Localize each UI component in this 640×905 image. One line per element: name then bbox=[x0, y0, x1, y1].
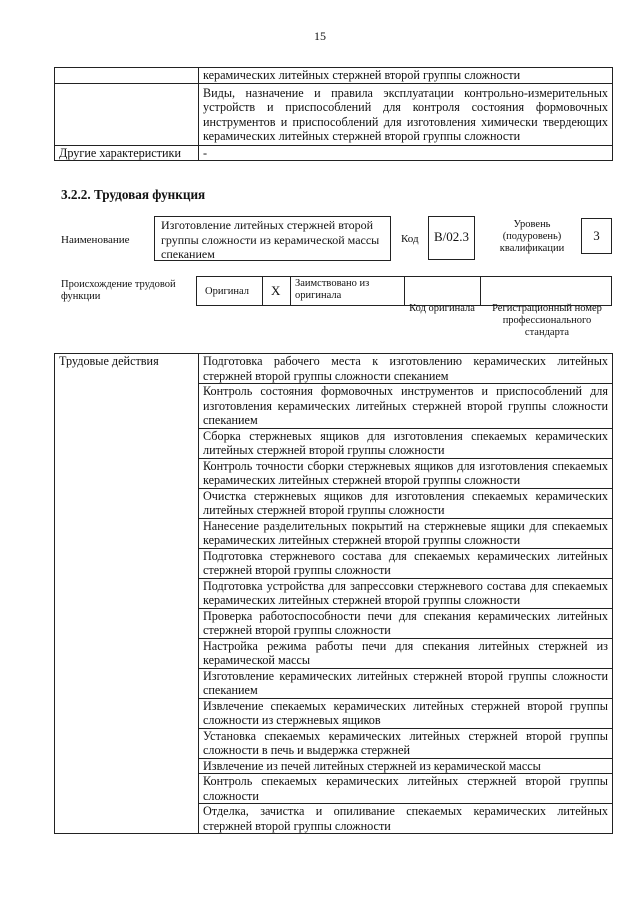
row-text: керамических литейных стержней второй группы сложности bbox=[199, 68, 613, 84]
labor-actions-table bbox=[54, 353, 613, 834]
action-item: Очистка стержневых ящиков для изготовления спекаемых керамических литейных стержней второй группы сложности bbox=[199, 488, 613, 518]
action-item: Извлечение спекаемых керамических литейных стержней второй группы сложности из стержневых ящиков bbox=[199, 698, 613, 728]
name-label: Наименование bbox=[61, 234, 130, 246]
original-cell bbox=[196, 276, 262, 306]
action-item: Нанесение разделительных покрытий на стержневые ящики для спекаемых керамических литейных стержней второй группы сложности bbox=[199, 518, 613, 548]
action-item: Установка спекаемых керамических литейных стержней второй группы сложности в печь и выдержка стержней bbox=[199, 728, 613, 758]
reg-number-cell bbox=[480, 276, 612, 306]
action-item: Подготовка стержневого состава для спекаемых керамических литейных стержней второй группы сложности bbox=[199, 548, 613, 578]
function-name-box: Изготовление литейных стержней второй группы сложности из керамической массы спеканием bbox=[154, 216, 391, 261]
action-item: Контроль точности сборки стержневых ящиков для изготовления спекаемых керамических литейных стержней второй группы сложности bbox=[199, 458, 613, 488]
table-row bbox=[55, 68, 613, 84]
borrowed-cell bbox=[290, 276, 404, 306]
action-item: Изготовление керамических литейных стержней второй группы сложности спеканием bbox=[199, 668, 613, 698]
table-row bbox=[55, 354, 613, 384]
action-item: Контроль спекаемых керамических литейных стержней второй группы сложности bbox=[199, 774, 613, 804]
borrowed-label: Заимствовано из оригинала bbox=[295, 278, 370, 301]
function-code-box: B/02.3 bbox=[428, 216, 475, 260]
action-item: Извлечение из печей литейных стержней из керамической массы bbox=[199, 758, 613, 774]
code-label: Код bbox=[401, 233, 419, 245]
reg-caption: Регистрационный номер профессионального стандарта bbox=[492, 303, 602, 338]
qualification-level-box: 3 bbox=[581, 218, 612, 254]
action-item: Подготовка устройства для запрессовки стержневого состава для спекаемых керамических литейных стержней второй группы сложности bbox=[199, 578, 613, 608]
action-item: Проверка работоспособности печи для спекания керамических литейных стержней второй группы сложности bbox=[199, 608, 613, 638]
row-label: Другие характеристики bbox=[55, 145, 199, 161]
row-label bbox=[55, 68, 199, 84]
action-item: Контроль состояния формовочных инструментов и приспособлений для изготовления керамических литейных стержней второй группы сложности спеканием bbox=[199, 384, 613, 429]
action-item: Подготовка рабочего места к изготовлению керамических литейных стержней второй группы сложности спеканием bbox=[199, 354, 613, 384]
table-row bbox=[55, 145, 613, 161]
level-label: Уровень (подуровень) квалификации bbox=[499, 219, 565, 254]
original-code-cell bbox=[404, 276, 480, 306]
action-item: Настройка режима работы печи для спекания литейных стержней из керамической массы bbox=[199, 638, 613, 668]
knowledge-table-continued bbox=[54, 67, 613, 161]
section-title: 3.2.2. Трудовая функция bbox=[61, 187, 206, 202]
row-label bbox=[55, 83, 199, 145]
page-number: 15 bbox=[314, 29, 326, 43]
origin-row bbox=[196, 276, 612, 306]
original-mark: X bbox=[271, 283, 281, 298]
original-label: Оригинал bbox=[205, 286, 249, 297]
original-mark-cell bbox=[262, 276, 290, 306]
row-text: Виды, назначение и правила эксплуатации контрольно-измерительных устройств и приспособлений для контроля состояния формовочных инструментов и приспособлений для изготовления химически твердеющих керамических литейных стержней второй группы сложности bbox=[199, 83, 613, 145]
code-caption: Код оригинала bbox=[409, 303, 475, 314]
actions-label: Трудовые действия bbox=[55, 354, 199, 834]
table-row bbox=[55, 83, 613, 145]
row-text: - bbox=[199, 145, 613, 161]
action-item: Сборка стержневых ящиков для изготовления спекаемых керамических литейных стержней второй группы сложности bbox=[199, 428, 613, 458]
action-item: Отделка, зачистка и опиливание спекаемых керамических литейных стержней второй группы сложности bbox=[199, 804, 613, 834]
origin-label: Происхождение трудовой функции bbox=[61, 279, 176, 302]
